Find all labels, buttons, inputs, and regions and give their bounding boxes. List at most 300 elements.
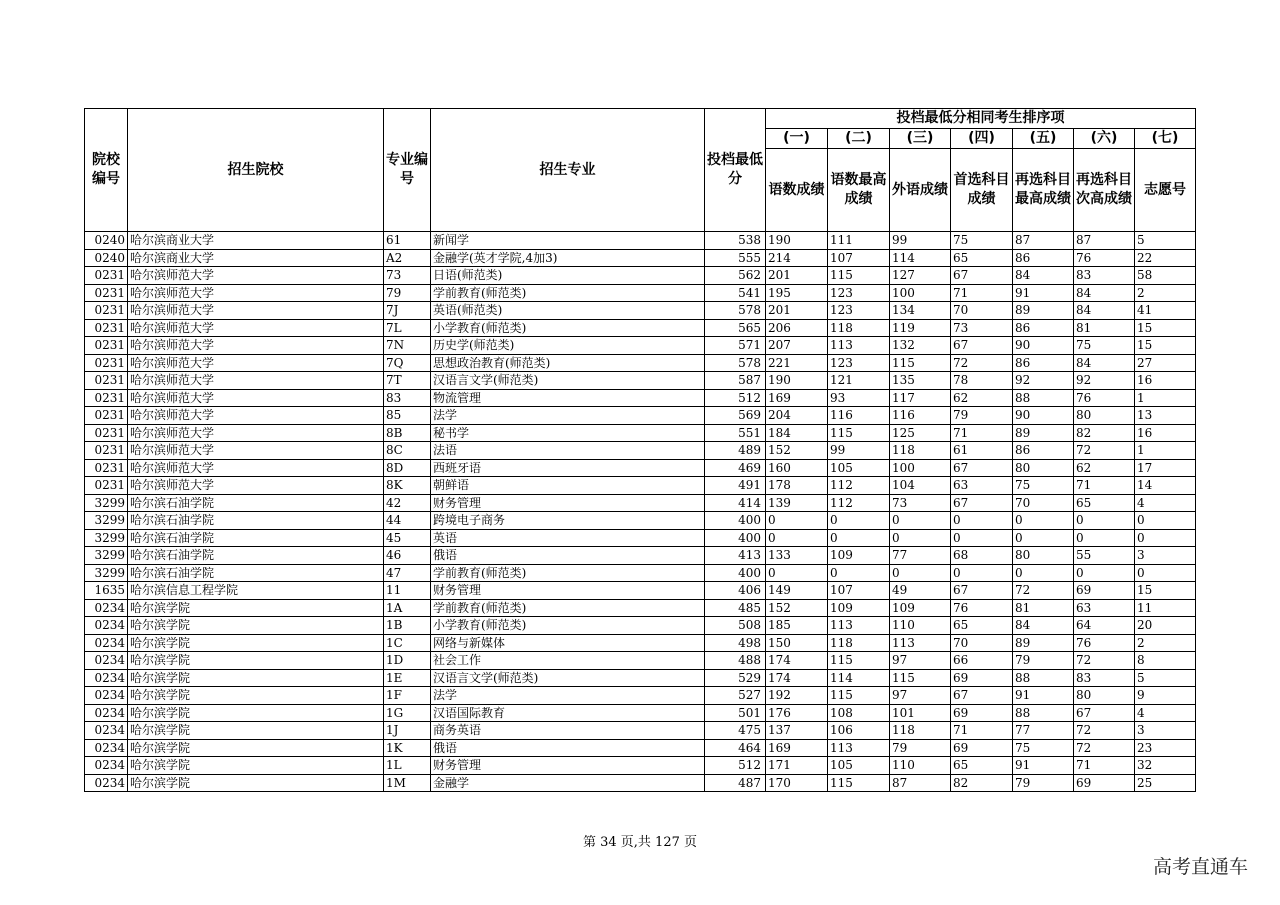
page-footer: 第 34 页,共 127 页 [582, 835, 698, 850]
tie-7-cell: 27 [1135, 354, 1196, 372]
tie-1-cell: 176 [766, 704, 828, 722]
min-score-cell: 578 [705, 302, 766, 320]
school-name-cell: 哈尔滨石油学院 [128, 494, 384, 512]
tie-5-cell: 75 [1013, 477, 1074, 495]
tie-5-cell: 81 [1013, 599, 1074, 617]
school-code-cell: 0231 [85, 459, 128, 477]
school-code-cell: 3299 [85, 547, 128, 565]
tie-4-cell: 65 [951, 617, 1013, 635]
tie-3-cell: 119 [890, 319, 951, 337]
tie-7-cell: 2 [1135, 284, 1196, 302]
major-code-cell: 47 [384, 564, 431, 582]
min-score-cell: 508 [705, 617, 766, 635]
tie-5-cell: 77 [1013, 722, 1074, 740]
school-name-cell: 哈尔滨师范大学 [128, 302, 384, 320]
major-name-cell: 法学 [431, 687, 705, 705]
min-score-cell: 512 [705, 389, 766, 407]
tie-4-cell: 82 [951, 774, 1013, 792]
table-row [85, 267, 1196, 285]
major-code-cell: 42 [384, 494, 431, 512]
tie-6-cell: 92 [1074, 372, 1135, 390]
school-code-cell: 3299 [85, 512, 128, 530]
tie-5-cell: 89 [1013, 424, 1074, 442]
tie-4-cell: 71 [951, 284, 1013, 302]
major-code-cell: 79 [384, 284, 431, 302]
tie-6-cell: 69 [1074, 582, 1135, 600]
header-major-name: 招生专业 [431, 109, 705, 232]
tie-6-cell: 83 [1074, 669, 1135, 687]
school-name-cell: 哈尔滨师范大学 [128, 284, 384, 302]
table-row [85, 389, 1196, 407]
table-row [85, 232, 1196, 250]
table-row [85, 337, 1196, 355]
tie-3-cell: 97 [890, 652, 951, 670]
min-score-cell: 464 [705, 739, 766, 757]
tie-6-cell: 84 [1074, 354, 1135, 372]
major-code-cell: 7N [384, 337, 431, 355]
major-name-cell: 历史学(师范类) [431, 337, 705, 355]
tie-2-cell: 0 [828, 512, 890, 530]
major-code-cell: 45 [384, 529, 431, 547]
school-code-cell: 0234 [85, 634, 128, 652]
school-name-cell: 哈尔滨商业大学 [128, 249, 384, 267]
school-name-cell: 哈尔滨师范大学 [128, 424, 384, 442]
tie-4-cell: 67 [951, 337, 1013, 355]
tie-4-cell: 63 [951, 477, 1013, 495]
tie-7-cell: 58 [1135, 267, 1196, 285]
tie-6-cell: 76 [1074, 634, 1135, 652]
header-tie-num-3: (三) [890, 129, 951, 149]
tie-5-cell: 0 [1013, 564, 1074, 582]
school-code-cell: 0234 [85, 599, 128, 617]
tie-5-cell: 86 [1013, 319, 1074, 337]
table-row [85, 617, 1196, 635]
header-school-name: 招生院校 [128, 109, 384, 232]
tie-7-cell: 23 [1135, 739, 1196, 757]
tie-7-cell: 11 [1135, 599, 1196, 617]
table-row [85, 529, 1196, 547]
major-name-cell: 学前教育(师范类) [431, 599, 705, 617]
tie-5-cell: 89 [1013, 634, 1074, 652]
major-name-cell: 朝鲜语 [431, 477, 705, 495]
tie-6-cell: 72 [1074, 722, 1135, 740]
major-code-cell: 1L [384, 757, 431, 775]
school-name-cell: 哈尔滨商业大学 [128, 232, 384, 250]
tie-5-cell: 72 [1013, 582, 1074, 600]
tie-4-cell: 79 [951, 407, 1013, 425]
school-code-cell: 0234 [85, 669, 128, 687]
tie-5-cell: 84 [1013, 617, 1074, 635]
header-tie-title: 投档最低分相同考生排序项 [766, 109, 1196, 129]
major-name-cell: 法学 [431, 407, 705, 425]
tie-2-cell: 115 [828, 687, 890, 705]
major-name-cell: 小学教育(师范类) [431, 617, 705, 635]
table-row [85, 564, 1196, 582]
major-name-cell: 汉语言文学(师范类) [431, 372, 705, 390]
school-code-cell: 0234 [85, 652, 128, 670]
tie-4-cell: 76 [951, 599, 1013, 617]
tie-3-cell: 0 [890, 529, 951, 547]
tie-2-cell: 109 [828, 547, 890, 565]
tie-1-cell: 204 [766, 407, 828, 425]
major-code-cell: 44 [384, 512, 431, 530]
tie-3-cell: 104 [890, 477, 951, 495]
school-name-cell: 哈尔滨信息工程学院 [128, 582, 384, 600]
min-score-cell: 551 [705, 424, 766, 442]
table-row [85, 739, 1196, 757]
header-tie-num-2: (二) [828, 129, 890, 149]
tie-7-cell: 13 [1135, 407, 1196, 425]
table-row [85, 582, 1196, 600]
tie-2-cell: 107 [828, 582, 890, 600]
school-code-cell: 0231 [85, 424, 128, 442]
tie-1-cell: 169 [766, 389, 828, 407]
school-code-cell: 0240 [85, 249, 128, 267]
tie-2-cell: 113 [828, 617, 890, 635]
tie-4-cell: 70 [951, 302, 1013, 320]
major-name-cell: 西班牙语 [431, 459, 705, 477]
major-name-cell: 财务管理 [431, 494, 705, 512]
table-row [85, 547, 1196, 565]
table-row [85, 407, 1196, 425]
tie-4-cell: 66 [951, 652, 1013, 670]
major-name-cell: 物流管理 [431, 389, 705, 407]
school-name-cell: 哈尔滨学院 [128, 687, 384, 705]
tie-6-cell: 72 [1074, 652, 1135, 670]
major-name-cell: 法语 [431, 442, 705, 460]
tie-3-cell: 79 [890, 739, 951, 757]
header-tie-num-5: (五) [1013, 129, 1074, 149]
tie-4-cell: 73 [951, 319, 1013, 337]
major-code-cell: 1E [384, 669, 431, 687]
min-score-cell: 489 [705, 442, 766, 460]
tie-3-cell: 132 [890, 337, 951, 355]
tie-4-cell: 71 [951, 424, 1013, 442]
tie-7-cell: 41 [1135, 302, 1196, 320]
tie-1-cell: 174 [766, 669, 828, 687]
tie-6-cell: 82 [1074, 424, 1135, 442]
header-min-score: 投档最低分 [705, 109, 766, 232]
tie-1-cell: 0 [766, 529, 828, 547]
major-code-cell: 7T [384, 372, 431, 390]
major-name-cell: 俄语 [431, 739, 705, 757]
school-code-cell: 0231 [85, 319, 128, 337]
min-score-cell: 487 [705, 774, 766, 792]
min-score-cell: 475 [705, 722, 766, 740]
major-code-cell: 7J [384, 302, 431, 320]
school-name-cell: 哈尔滨石油学院 [128, 564, 384, 582]
tie-5-cell: 91 [1013, 757, 1074, 775]
header-tie-num-4: (四) [951, 129, 1013, 149]
tie-7-cell: 0 [1135, 529, 1196, 547]
tie-2-cell: 113 [828, 337, 890, 355]
tie-7-cell: 3 [1135, 722, 1196, 740]
tie-3-cell: 109 [890, 599, 951, 617]
tie-4-cell: 0 [951, 512, 1013, 530]
tie-1-cell: 184 [766, 424, 828, 442]
tie-3-cell: 117 [890, 389, 951, 407]
header-tie-label-2: 语数最高成绩 [828, 149, 890, 232]
school-name-cell: 哈尔滨石油学院 [128, 547, 384, 565]
tie-2-cell: 118 [828, 634, 890, 652]
tie-7-cell: 14 [1135, 477, 1196, 495]
tie-6-cell: 80 [1074, 407, 1135, 425]
tie-3-cell: 100 [890, 459, 951, 477]
tie-4-cell: 0 [951, 529, 1013, 547]
header-tie-label-6: 再选科目次高成绩 [1074, 149, 1135, 232]
tie-4-cell: 67 [951, 687, 1013, 705]
school-code-cell: 3299 [85, 529, 128, 547]
tie-2-cell: 121 [828, 372, 890, 390]
tie-1-cell: 171 [766, 757, 828, 775]
tie-3-cell: 77 [890, 547, 951, 565]
tie-7-cell: 15 [1135, 337, 1196, 355]
min-score-cell: 587 [705, 372, 766, 390]
school-name-cell: 哈尔滨师范大学 [128, 372, 384, 390]
tie-7-cell: 1 [1135, 442, 1196, 460]
tie-6-cell: 71 [1074, 477, 1135, 495]
tie-1-cell: 207 [766, 337, 828, 355]
min-score-cell: 569 [705, 407, 766, 425]
major-name-cell: 财务管理 [431, 582, 705, 600]
tie-5-cell: 70 [1013, 494, 1074, 512]
header-tie-label-4: 首选科目成绩 [951, 149, 1013, 232]
tie-7-cell: 22 [1135, 249, 1196, 267]
tie-6-cell: 63 [1074, 599, 1135, 617]
tie-4-cell: 69 [951, 704, 1013, 722]
tie-3-cell: 118 [890, 442, 951, 460]
major-code-cell: 8B [384, 424, 431, 442]
table-row [85, 372, 1196, 390]
tie-6-cell: 71 [1074, 757, 1135, 775]
tie-2-cell: 0 [828, 529, 890, 547]
tie-5-cell: 75 [1013, 739, 1074, 757]
tie-7-cell: 0 [1135, 512, 1196, 530]
tie-3-cell: 87 [890, 774, 951, 792]
tie-7-cell: 16 [1135, 372, 1196, 390]
tie-4-cell: 65 [951, 249, 1013, 267]
major-code-cell: 1F [384, 687, 431, 705]
table-row [85, 634, 1196, 652]
header-school-code: 院校编号 [85, 109, 128, 232]
tie-1-cell: 195 [766, 284, 828, 302]
tie-5-cell: 90 [1013, 337, 1074, 355]
major-code-cell: 8D [384, 459, 431, 477]
school-name-cell: 哈尔滨学院 [128, 617, 384, 635]
tie-3-cell: 0 [890, 512, 951, 530]
table-row [85, 354, 1196, 372]
tie-6-cell: 55 [1074, 547, 1135, 565]
tie-1-cell: 192 [766, 687, 828, 705]
tie-7-cell: 25 [1135, 774, 1196, 792]
tie-5-cell: 86 [1013, 249, 1074, 267]
tie-1-cell: 190 [766, 232, 828, 250]
major-code-cell: 46 [384, 547, 431, 565]
min-score-cell: 469 [705, 459, 766, 477]
header-tie-num-6: (六) [1074, 129, 1135, 149]
major-code-cell: 7L [384, 319, 431, 337]
tie-2-cell: 106 [828, 722, 890, 740]
tie-7-cell: 3 [1135, 547, 1196, 565]
min-score-cell: 571 [705, 337, 766, 355]
tie-6-cell: 83 [1074, 267, 1135, 285]
table-row [85, 704, 1196, 722]
min-score-cell: 562 [705, 267, 766, 285]
tie-5-cell: 91 [1013, 284, 1074, 302]
tie-7-cell: 15 [1135, 319, 1196, 337]
tie-2-cell: 0 [828, 564, 890, 582]
tie-5-cell: 89 [1013, 302, 1074, 320]
tie-4-cell: 67 [951, 582, 1013, 600]
major-code-cell: 8K [384, 477, 431, 495]
tie-5-cell: 86 [1013, 442, 1074, 460]
major-name-cell: 汉语言文学(师范类) [431, 669, 705, 687]
tie-3-cell: 113 [890, 634, 951, 652]
tie-4-cell: 65 [951, 757, 1013, 775]
tie-3-cell: 118 [890, 722, 951, 740]
school-code-cell: 0234 [85, 687, 128, 705]
school-name-cell: 哈尔滨石油学院 [128, 512, 384, 530]
school-code-cell: 0234 [85, 722, 128, 740]
tie-6-cell: 87 [1074, 232, 1135, 250]
major-name-cell: 汉语国际教育 [431, 704, 705, 722]
tie-6-cell: 0 [1074, 564, 1135, 582]
tie-6-cell: 67 [1074, 704, 1135, 722]
school-name-cell: 哈尔滨学院 [128, 599, 384, 617]
min-score-cell: 501 [705, 704, 766, 722]
school-code-cell: 3299 [85, 564, 128, 582]
tie-1-cell: 201 [766, 302, 828, 320]
school-name-cell: 哈尔滨学院 [128, 704, 384, 722]
tie-7-cell: 32 [1135, 757, 1196, 775]
school-code-cell: 3299 [85, 494, 128, 512]
school-name-cell: 哈尔滨师范大学 [128, 389, 384, 407]
tie-4-cell: 68 [951, 547, 1013, 565]
major-name-cell: 日语(师范类) [431, 267, 705, 285]
tie-3-cell: 100 [890, 284, 951, 302]
tie-4-cell: 69 [951, 669, 1013, 687]
school-code-cell: 0231 [85, 302, 128, 320]
tie-1-cell: 178 [766, 477, 828, 495]
table-row [85, 652, 1196, 670]
header-tie-label-1: 语数成绩 [766, 149, 828, 232]
tie-4-cell: 67 [951, 267, 1013, 285]
school-name-cell: 哈尔滨师范大学 [128, 354, 384, 372]
tie-1-cell: 174 [766, 652, 828, 670]
tie-2-cell: 113 [828, 739, 890, 757]
tie-2-cell: 108 [828, 704, 890, 722]
major-code-cell: 1J [384, 722, 431, 740]
tie-7-cell: 9 [1135, 687, 1196, 705]
school-name-cell: 哈尔滨学院 [128, 634, 384, 652]
min-score-cell: 406 [705, 582, 766, 600]
tie-1-cell: 133 [766, 547, 828, 565]
major-code-cell: 73 [384, 267, 431, 285]
min-score-cell: 538 [705, 232, 766, 250]
min-score-cell: 400 [705, 564, 766, 582]
tie-4-cell: 70 [951, 634, 1013, 652]
tie-3-cell: 99 [890, 232, 951, 250]
tie-2-cell: 118 [828, 319, 890, 337]
tie-3-cell: 115 [890, 354, 951, 372]
tie-1-cell: 170 [766, 774, 828, 792]
tie-3-cell: 135 [890, 372, 951, 390]
tie-6-cell: 65 [1074, 494, 1135, 512]
table-row [85, 424, 1196, 442]
tie-4-cell: 0 [951, 564, 1013, 582]
tie-4-cell: 78 [951, 372, 1013, 390]
tie-2-cell: 114 [828, 669, 890, 687]
school-code-cell: 0231 [85, 372, 128, 390]
tie-3-cell: 116 [890, 407, 951, 425]
school-name-cell: 哈尔滨师范大学 [128, 407, 384, 425]
school-code-cell: 0240 [85, 232, 128, 250]
tie-2-cell: 115 [828, 652, 890, 670]
tie-1-cell: 0 [766, 564, 828, 582]
school-name-cell: 哈尔滨学院 [128, 774, 384, 792]
tie-2-cell: 115 [828, 774, 890, 792]
tie-2-cell: 115 [828, 424, 890, 442]
header-tie-label-5: 再选科目最高成绩 [1013, 149, 1074, 232]
school-code-cell: 0234 [85, 739, 128, 757]
tie-7-cell: 17 [1135, 459, 1196, 477]
school-code-cell: 0231 [85, 389, 128, 407]
tie-3-cell: 125 [890, 424, 951, 442]
min-score-cell: 485 [705, 599, 766, 617]
tie-1-cell: 201 [766, 267, 828, 285]
school-code-cell: 0231 [85, 442, 128, 460]
tie-3-cell: 97 [890, 687, 951, 705]
school-name-cell: 哈尔滨师范大学 [128, 477, 384, 495]
school-name-cell: 哈尔滨师范大学 [128, 319, 384, 337]
tie-2-cell: 111 [828, 232, 890, 250]
school-name-cell: 哈尔滨学院 [128, 722, 384, 740]
tie-5-cell: 90 [1013, 407, 1074, 425]
tie-6-cell: 75 [1074, 337, 1135, 355]
tie-2-cell: 105 [828, 757, 890, 775]
school-code-cell: 0231 [85, 407, 128, 425]
tie-3-cell: 49 [890, 582, 951, 600]
tie-1-cell: 160 [766, 459, 828, 477]
tie-5-cell: 79 [1013, 652, 1074, 670]
tie-5-cell: 84 [1013, 267, 1074, 285]
header-major-code: 专业编号 [384, 109, 431, 232]
tie-5-cell: 0 [1013, 529, 1074, 547]
tie-5-cell: 88 [1013, 669, 1074, 687]
school-code-cell: 0234 [85, 617, 128, 635]
tie-5-cell: 86 [1013, 354, 1074, 372]
tie-2-cell: 112 [828, 494, 890, 512]
major-name-cell: 学前教育(师范类) [431, 564, 705, 582]
tie-7-cell: 5 [1135, 669, 1196, 687]
tie-4-cell: 71 [951, 722, 1013, 740]
school-code-cell: 0231 [85, 337, 128, 355]
school-code-cell: 0231 [85, 284, 128, 302]
tie-3-cell: 134 [890, 302, 951, 320]
tie-4-cell: 61 [951, 442, 1013, 460]
tie-6-cell: 69 [1074, 774, 1135, 792]
tie-6-cell: 64 [1074, 617, 1135, 635]
min-score-cell: 498 [705, 634, 766, 652]
header-tie-label-3: 外语成绩 [890, 149, 951, 232]
tie-6-cell: 81 [1074, 319, 1135, 337]
tie-6-cell: 0 [1074, 529, 1135, 547]
school-name-cell: 哈尔滨师范大学 [128, 267, 384, 285]
table-row [85, 249, 1196, 267]
table-row [85, 512, 1196, 530]
tie-1-cell: 0 [766, 512, 828, 530]
tie-2-cell: 123 [828, 354, 890, 372]
